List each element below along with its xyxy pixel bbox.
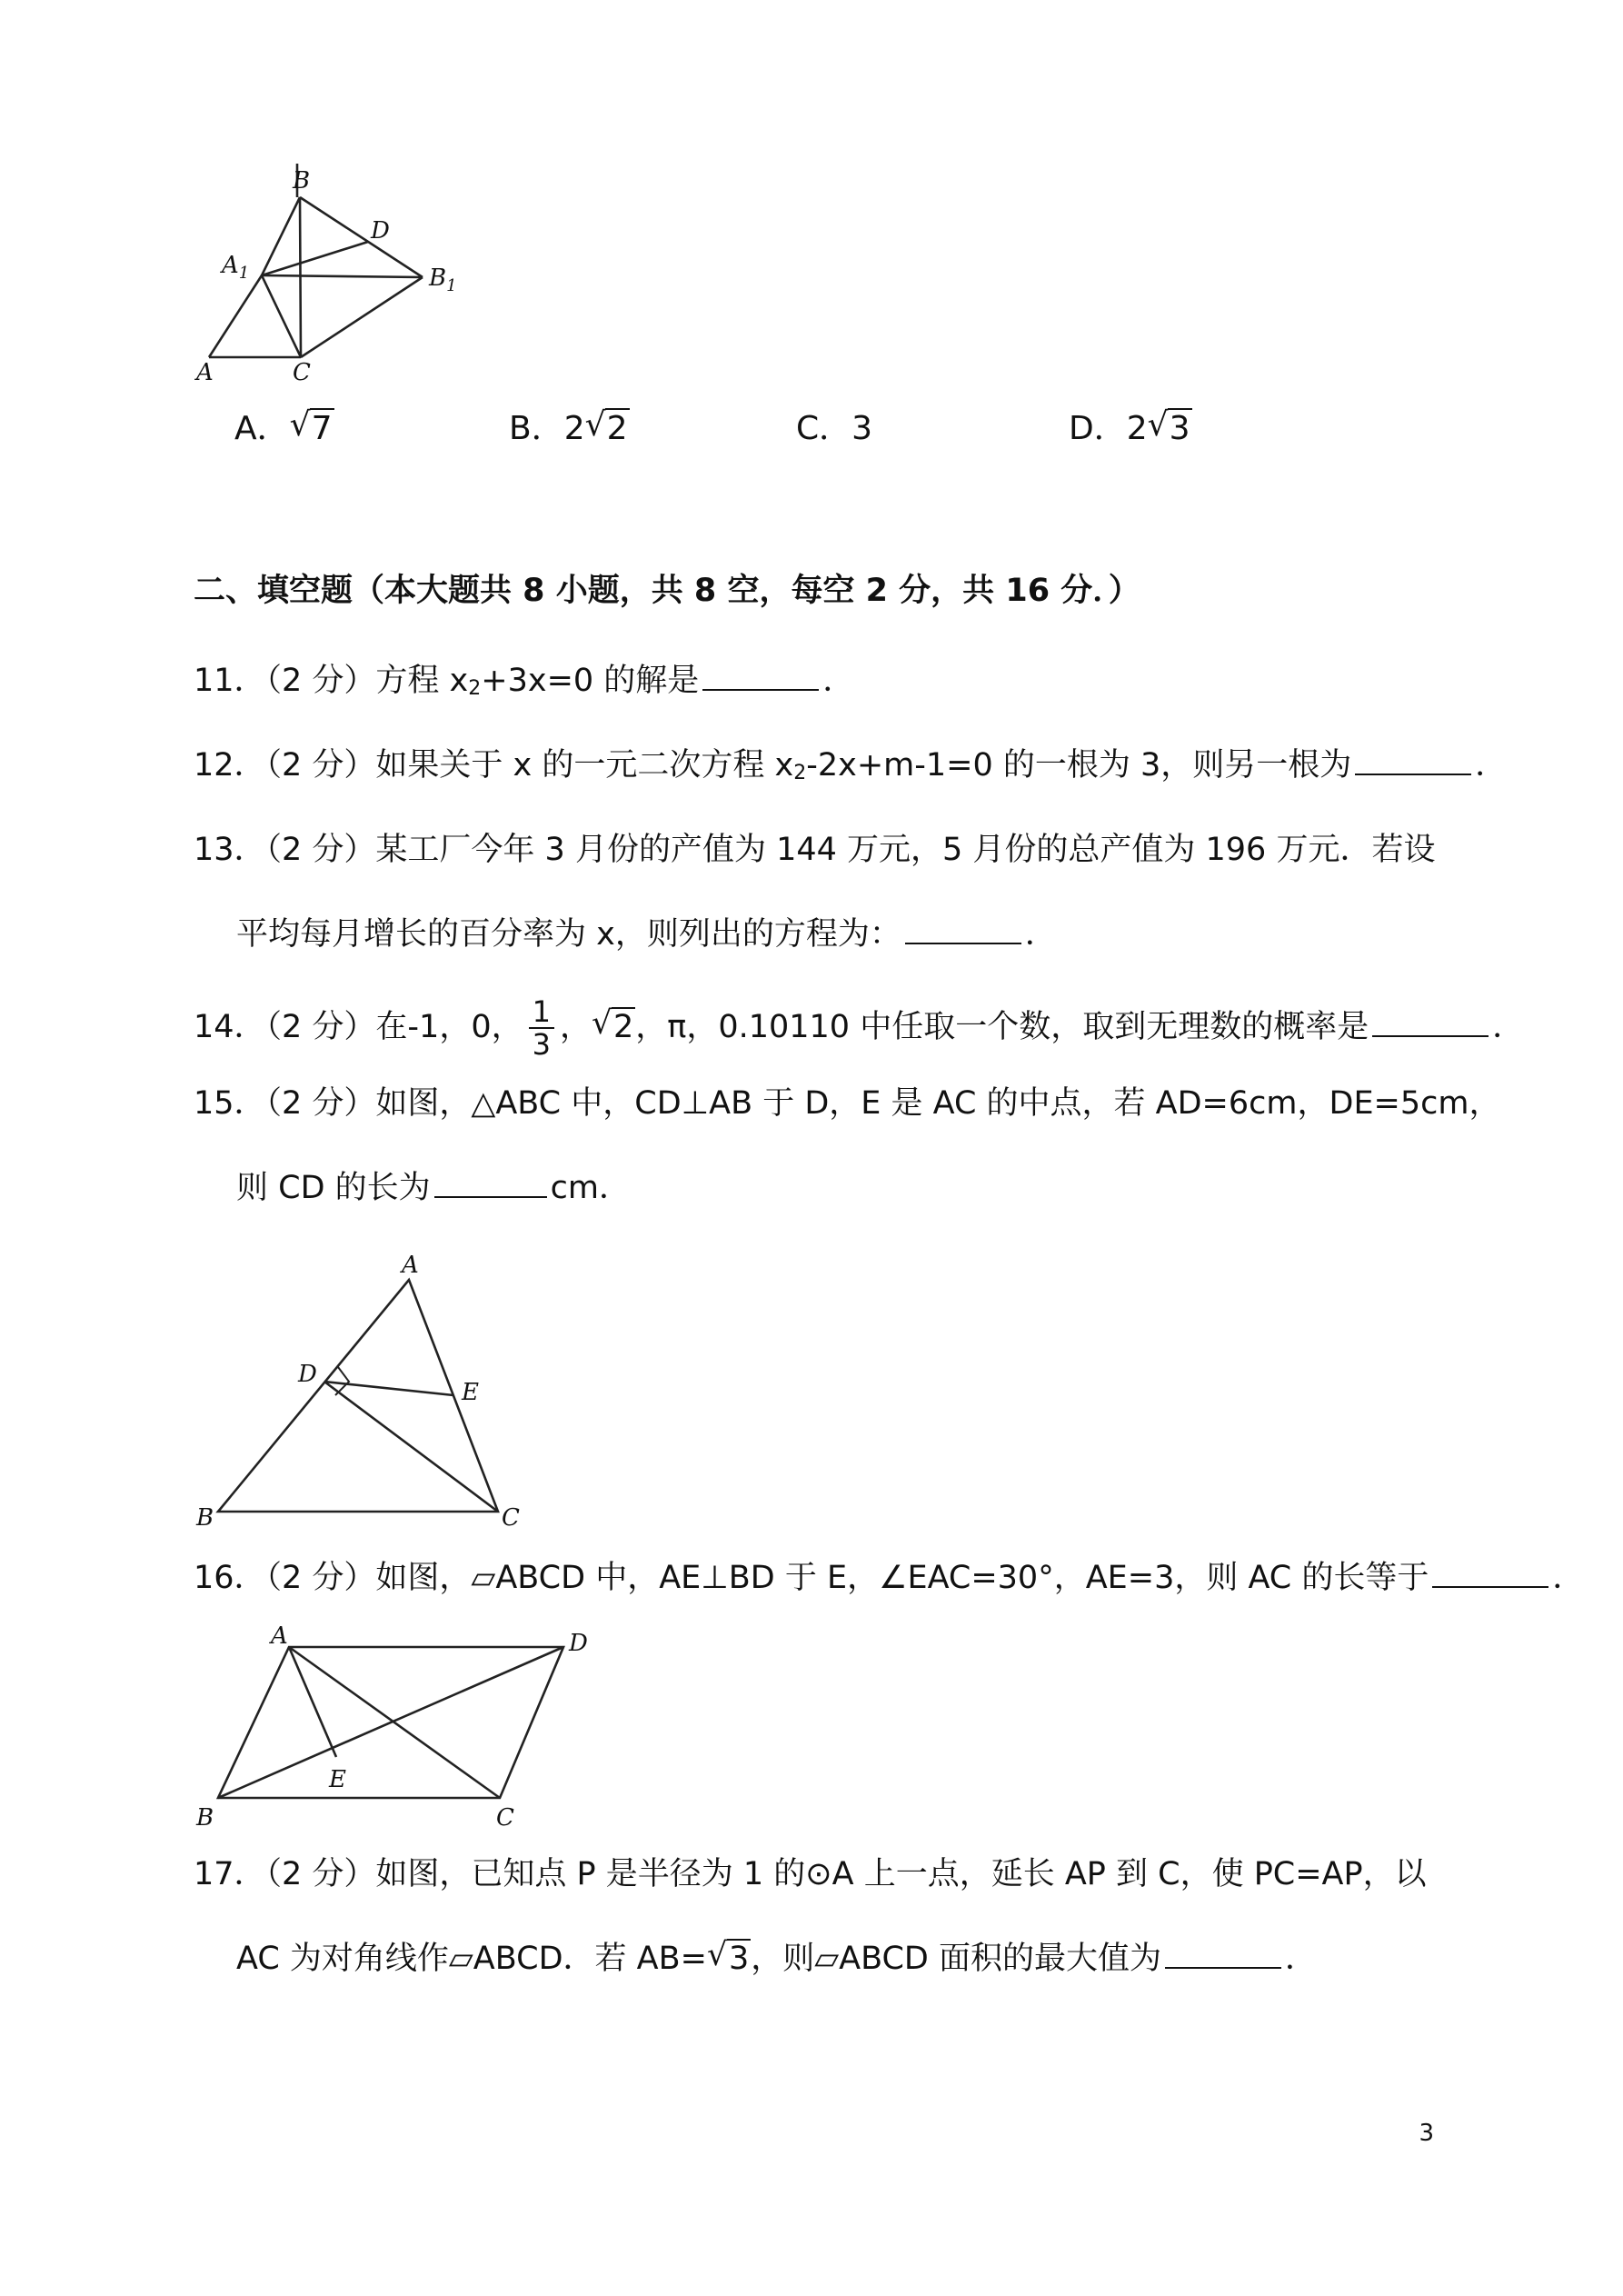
fig16-label-d: D xyxy=(569,1630,588,1657)
choice-b: B．2 √ 2 xyxy=(509,406,628,447)
question-14: 14．（2 分）在-1，0， $\frac{1}{3}$ ， √ 2，π，0.10110 中任取一个数，取到无理数的概率是 ． xyxy=(194,994,1525,1062)
page-number: 3 xyxy=(1419,2120,1434,2147)
fig1-label-b1: $B_1$ xyxy=(429,265,457,295)
fig16-label-b: B xyxy=(196,1804,214,1832)
question-15-line1: 15．（2 分）如图，△ABC 中，CD⊥AB 于 D，E 是 AC 的中点，若 AD=6cm，DE=5cm， xyxy=(194,1085,1501,1122)
fig15-label-b: B xyxy=(196,1504,214,1532)
question-17-line1: 17．（2 分）如图，已知点 P 是半径为 1 的⊙A 上一点，延长 AP 到 C，使 PC=AP，以 xyxy=(194,1856,1427,1892)
fig15-label-e: E xyxy=(462,1379,479,1406)
fig1-label-a: A xyxy=(196,359,214,386)
question-11: 11．（2 分）方程 x2+3x=0 的解是 ． xyxy=(194,663,855,700)
choice-d: D．2 √ 3 xyxy=(1069,406,1190,447)
fig16-label-c: C xyxy=(496,1804,514,1832)
figure-q15-triangle xyxy=(191,1252,536,1532)
fig15-label-d: D xyxy=(298,1361,317,1388)
question-13-line2: 平均每月增长的百分率为 x，则列出的方程为： ． xyxy=(236,916,1057,953)
choice-c: C．3 xyxy=(796,410,873,447)
question-17-line2: AC 为对角线作▱ABCD．若 AB= √ 3，则▱ABCD 面积的最大值为 ． xyxy=(236,1937,1318,1977)
answer-blank-q16 xyxy=(1432,1559,1548,1588)
question-16: 16．（2 分）如图，▱ABCD 中，AE⊥BD 于 E，∠EAC=30°，AE=3，则 AC 的长等于 ． xyxy=(194,1560,1585,1596)
fraction-one-third: $\frac{1}{3}$ xyxy=(529,996,554,1060)
figure-q10-geometry xyxy=(191,164,491,386)
answer-blank-q12 xyxy=(1355,746,1471,775)
answer-blank-q15 xyxy=(434,1169,547,1198)
choice-a: A． √ 7 xyxy=(234,406,333,447)
fig15-label-c: C xyxy=(502,1504,520,1532)
sqrt-symbol: √ 3 xyxy=(706,1937,750,1977)
fig15-label-a: A xyxy=(402,1252,419,1279)
section-2-title: 二、填空题（本大题共 8 小题，共 8 空，每空 2 分，共 16 分．） xyxy=(194,573,1140,609)
fig1-label-a1: $A_1$ xyxy=(222,252,250,283)
answer-blank-q13 xyxy=(905,915,1021,944)
question-12: 12．（2 分）如果关于 x 的一元二次方程 x2-2x+m-1=0 的一根为 3，则另一根为 ． xyxy=(194,747,1508,784)
answer-blank-q11 xyxy=(702,662,819,691)
fig1-label-c: C xyxy=(293,359,311,386)
fig1-label-d: D xyxy=(371,217,390,245)
fig16-label-a: A xyxy=(271,1622,288,1650)
sqrt-symbol: √ 7 xyxy=(289,406,333,447)
answer-blank-q17 xyxy=(1165,1940,1281,1969)
sqrt-symbol: √ 2 xyxy=(591,1005,634,1045)
question-15-line2: 则 CD 的长为 cm． xyxy=(236,1170,631,1206)
sqrt-symbol: √ 3 xyxy=(1147,406,1190,447)
fig16-label-e: E xyxy=(329,1766,346,1793)
sqrt-symbol: √ 2 xyxy=(584,406,628,447)
figure-q16-parallelogram xyxy=(191,1622,609,1836)
question-13-line1: 13．（2 分）某工厂今年 3 月份的产值为 144 万元，5 月份的总产值为 196 万元．若设 xyxy=(194,832,1436,868)
fig1-label-b: B xyxy=(293,167,311,195)
answer-blank-q14 xyxy=(1372,1008,1489,1037)
